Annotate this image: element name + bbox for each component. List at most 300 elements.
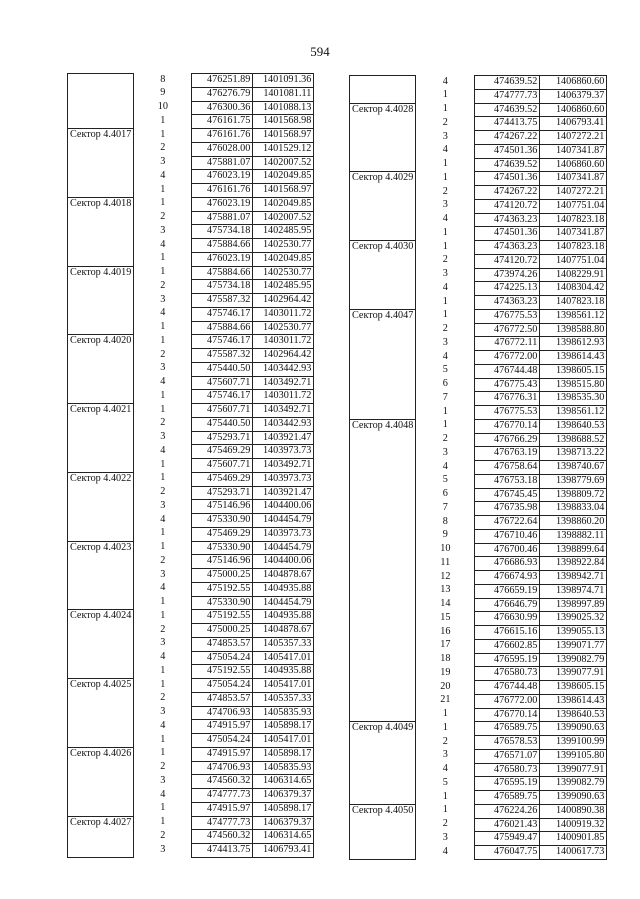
coordinate-x: 474853.57 (192, 692, 253, 706)
coordinate-x: 476589.75 (475, 722, 540, 736)
coordinate-x: 475949.47 (475, 832, 540, 846)
point-number: 3 (416, 199, 475, 213)
coordinate-y: 1403492.71 (253, 376, 314, 390)
coordinate-y: 1398640.53 (540, 708, 607, 722)
coordinate-y: 1398588.80 (540, 323, 607, 337)
coordinate-x: 474413.75 (192, 844, 253, 858)
coordinate-y: 1398535.30 (540, 392, 607, 406)
coordinate-x: 476770.14 (475, 708, 540, 722)
coordinate-y: 1398997.89 (540, 598, 607, 612)
coordinate-x: 476775.53 (475, 406, 540, 420)
coordinate-x: 474120.72 (475, 199, 540, 213)
point-number: 3 (134, 225, 192, 239)
point-number: 1 (416, 309, 475, 323)
point-number: 4 (134, 651, 192, 665)
point-number: 1 (416, 158, 475, 172)
point-number: 4 (134, 582, 192, 596)
coordinate-x: 476580.73 (475, 763, 540, 777)
point-number: 1 (416, 406, 475, 420)
coordinate-x: 474501.36 (475, 144, 540, 158)
coordinate-x: 473974.26 (475, 268, 540, 282)
coordinate-x: 476744.48 (475, 681, 540, 695)
point-number: 3 (416, 749, 475, 763)
coordinate-y: 1406860.60 (540, 158, 607, 172)
coordinate-y: 1407272.21 (540, 131, 607, 145)
point-number: 1 (416, 722, 475, 736)
point-number: 1 (134, 321, 192, 335)
coordinate-x: 475000.25 (192, 624, 253, 638)
coordinate-y: 1404454.79 (253, 514, 314, 528)
coordinate-x: 475054.24 (192, 679, 253, 693)
sector-label: Сектор 4.4048 (350, 419, 416, 722)
coordinate-x: 476744.48 (475, 364, 540, 378)
sector-label (350, 76, 416, 104)
coordinate-x: 476772.50 (475, 323, 540, 337)
coordinate-y: 1399082.79 (540, 653, 607, 667)
point-number: 8 (134, 74, 192, 88)
coordinate-x: 475054.24 (192, 651, 253, 665)
point-number: 1 (134, 459, 192, 473)
point-number: 16 (416, 626, 475, 640)
coordinate-x: 476161.76 (192, 129, 253, 143)
coordinate-y: 1402530.77 (253, 266, 314, 280)
table-row (68, 472, 314, 486)
point-number: 11 (416, 557, 475, 571)
point-number: 2 (416, 186, 475, 200)
coordinate-y: 1398779.69 (540, 474, 607, 488)
point-number: 2 (134, 624, 192, 638)
point-number: 4 (416, 763, 475, 777)
coordinate-y: 1406793.41 (540, 117, 607, 131)
coordinate-x: 475884.66 (192, 266, 253, 280)
coordinate-x: 475293.71 (192, 486, 253, 500)
coordinate-x: 475192.55 (192, 665, 253, 679)
coordinate-y: 1399025.32 (540, 612, 607, 626)
point-number: 1 (134, 679, 192, 693)
coordinate-x: 476700.46 (475, 543, 540, 557)
coordinate-y: 1402049.85 (253, 170, 314, 184)
coordinate-x: 475146.96 (192, 500, 253, 514)
point-number: 3 (134, 500, 192, 514)
coordinate-x: 476602.85 (475, 639, 540, 653)
table-row (350, 804, 607, 818)
point-number: 1 (134, 610, 192, 624)
sector-label: Сектор 4.4050 (350, 804, 416, 859)
coordinate-x: 476775.43 (475, 378, 540, 392)
point-number: 1 (416, 227, 475, 241)
point-number: 2 (134, 486, 192, 500)
point-number: 4 (134, 445, 192, 459)
coordinate-y: 1402049.85 (253, 252, 314, 266)
sector-label (68, 74, 134, 129)
coordinate-x: 475440.50 (192, 417, 253, 431)
coordinate-y: 1402007.52 (253, 156, 314, 170)
coordinate-x: 476646.79 (475, 598, 540, 612)
point-number: 4 (134, 720, 192, 734)
coordinate-x: 476775.53 (475, 309, 540, 323)
table-row (350, 419, 607, 433)
coordinate-x: 475607.71 (192, 459, 253, 473)
coordinate-x: 475293.71 (192, 431, 253, 445)
coordinate-x: 474777.73 (192, 789, 253, 803)
point-number: 4 (134, 789, 192, 803)
coordinate-x: 474267.22 (475, 186, 540, 200)
coordinate-x: 476224.26 (475, 804, 540, 818)
coordinate-x: 476615.16 (475, 626, 540, 640)
sector-label: Сектор 4.4022 (68, 472, 134, 541)
coordinate-y: 1406379.37 (253, 789, 314, 803)
coordinate-y: 1405835.93 (253, 761, 314, 775)
point-number: 5 (416, 364, 475, 378)
coordinate-x: 476659.19 (475, 584, 540, 598)
coordinate-y: 1403011.72 (253, 335, 314, 349)
point-number: 14 (416, 598, 475, 612)
sector-label: Сектор 4.4019 (68, 266, 134, 335)
point-number: 1 (134, 115, 192, 129)
point-number: 1 (134, 252, 192, 266)
point-number: 4 (416, 846, 475, 860)
coordinate-x: 476735.98 (475, 502, 540, 516)
point-number: 3 (134, 431, 192, 445)
coordinate-y: 1404935.88 (253, 665, 314, 679)
coordinate-x: 475440.50 (192, 362, 253, 376)
coordinate-x: 475000.25 (192, 569, 253, 583)
point-number: 1 (416, 89, 475, 103)
coordinate-x: 474363.23 (475, 213, 540, 227)
coordinate-y: 1401081.11 (253, 87, 314, 101)
point-number: 1 (416, 103, 475, 117)
coordinate-x: 474639.52 (475, 103, 540, 117)
coordinate-y: 1402964.42 (253, 294, 314, 308)
coordinate-y: 1401088.13 (253, 101, 314, 115)
coordinate-y: 1398833.04 (540, 502, 607, 516)
sector-label: Сектор 4.4017 (68, 129, 134, 198)
coordinate-y: 1401091.36 (253, 74, 314, 88)
coordinate-x: 475746.17 (192, 390, 253, 404)
coordinate-x: 476595.19 (475, 777, 540, 791)
coordinate-y: 1407272.21 (540, 186, 607, 200)
coordinate-y: 1398515.80 (540, 378, 607, 392)
point-number: 2 (134, 349, 192, 363)
point-number: 6 (416, 488, 475, 502)
point-number: 3 (416, 131, 475, 145)
coordinate-y: 1404400.06 (253, 500, 314, 514)
coordinate-x: 476028.00 (192, 142, 253, 156)
sector-label: Сектор 4.4024 (68, 610, 134, 679)
coordinate-x: 474706.93 (192, 706, 253, 720)
coordinate-y: 1398614.43 (540, 694, 607, 708)
point-number: 1 (134, 335, 192, 349)
point-number: 8 (416, 516, 475, 530)
point-number: 1 (134, 816, 192, 830)
point-number: 20 (416, 681, 475, 695)
coordinate-y: 1407341.87 (540, 172, 607, 186)
coordinate-y: 1398809.72 (540, 488, 607, 502)
point-number: 1 (134, 665, 192, 679)
coordinate-y: 1406314.65 (253, 830, 314, 844)
point-number: 3 (134, 294, 192, 308)
coordinate-y: 1403011.72 (253, 307, 314, 321)
sector-label: Сектор 4.4023 (68, 541, 134, 610)
coordinate-x: 476571.07 (475, 749, 540, 763)
coordinate-x: 476023.19 (192, 252, 253, 266)
point-number: 2 (416, 117, 475, 131)
point-number: 3 (416, 337, 475, 351)
point-number: 3 (134, 637, 192, 651)
coordinate-x: 475146.96 (192, 555, 253, 569)
coordinate-y: 1398612.93 (540, 337, 607, 351)
coordinate-y: 1403921.47 (253, 431, 314, 445)
coordinate-y: 1404935.88 (253, 582, 314, 596)
coordinate-y: 1406860.60 (540, 103, 607, 117)
coordinate-x: 476753.18 (475, 474, 540, 488)
point-number: 9 (416, 529, 475, 543)
left-coordinates-table (67, 73, 314, 858)
coordinate-y: 1405417.01 (253, 679, 314, 693)
coordinate-x: 476758.64 (475, 461, 540, 475)
point-number: 2 (134, 280, 192, 294)
coordinate-x: 476276.79 (192, 87, 253, 101)
coordinate-x: 476251.89 (192, 74, 253, 88)
page-number: 594 (310, 44, 330, 59)
point-number: 1 (134, 404, 192, 418)
sector-label: Сектор 4.4028 (350, 103, 416, 172)
coordinate-x: 475884.66 (192, 239, 253, 253)
sector-label: Сектор 4.4020 (68, 335, 134, 404)
coordinate-y: 1398942.71 (540, 571, 607, 585)
coordinate-x: 474915.97 (192, 802, 253, 816)
coordinate-x: 476772.11 (475, 337, 540, 351)
point-number: 1 (416, 296, 475, 310)
coordinate-y: 1402485.95 (253, 280, 314, 294)
coordinate-y: 1403973.73 (253, 472, 314, 486)
coordinate-y: 1403973.73 (253, 527, 314, 541)
point-number: 4 (134, 239, 192, 253)
coordinate-x: 476772.00 (475, 351, 540, 365)
point-number: 2 (134, 761, 192, 775)
coordinate-x: 476722.64 (475, 516, 540, 530)
coordinate-y: 1398640.53 (540, 419, 607, 433)
coordinate-x: 475469.29 (192, 445, 253, 459)
point-number: 3 (134, 844, 192, 858)
coordinate-y: 1399071.77 (540, 639, 607, 653)
point-number: 6 (416, 378, 475, 392)
coordinate-x: 476776.31 (475, 392, 540, 406)
point-number: 2 (416, 323, 475, 337)
coordinate-y: 1398614.43 (540, 351, 607, 365)
coordinate-x: 474363.23 (475, 241, 540, 255)
coordinate-x: 474777.73 (192, 816, 253, 830)
coordinate-y: 1399100.99 (540, 736, 607, 750)
point-number: 2 (416, 254, 475, 268)
sector-label: Сектор 4.4047 (350, 309, 416, 419)
table-row (350, 309, 607, 323)
coordinate-y: 1398882.11 (540, 529, 607, 543)
coordinate-x: 476589.75 (475, 791, 540, 805)
coordinate-y: 1405898.17 (253, 747, 314, 761)
point-number: 3 (134, 569, 192, 583)
point-number: 3 (416, 447, 475, 461)
table-row (350, 722, 607, 736)
coordinate-y: 1407751.04 (540, 254, 607, 268)
coordinate-y: 1398899.64 (540, 543, 607, 557)
coordinate-x: 475054.24 (192, 734, 253, 748)
coordinate-y: 1408304.42 (540, 282, 607, 296)
coordinate-x: 474706.93 (192, 761, 253, 775)
coordinate-x: 475884.66 (192, 321, 253, 335)
coordinate-x: 474120.72 (475, 254, 540, 268)
point-number: 3 (416, 268, 475, 282)
coordinate-x: 476745.45 (475, 488, 540, 502)
coordinate-y: 1400890.38 (540, 804, 607, 818)
table-row (350, 103, 607, 117)
point-number: 2 (416, 736, 475, 750)
coordinate-y: 1405357.33 (253, 692, 314, 706)
table-row (68, 266, 314, 280)
coordinate-y: 1403492.71 (253, 459, 314, 473)
coordinate-x: 475587.32 (192, 294, 253, 308)
point-number: 4 (134, 170, 192, 184)
table-row (68, 816, 314, 830)
coordinate-y: 1398605.15 (540, 681, 607, 695)
coordinate-x: 474639.52 (475, 76, 540, 90)
coordinate-y: 1406379.37 (540, 89, 607, 103)
coordinate-y: 1399055.13 (540, 626, 607, 640)
coordinate-y: 1403973.73 (253, 445, 314, 459)
coordinate-x: 475469.29 (192, 527, 253, 541)
coordinate-x: 475192.55 (192, 610, 253, 624)
coordinate-y: 1401529.12 (253, 142, 314, 156)
coordinate-x: 476630.99 (475, 612, 540, 626)
coordinate-x: 474363.23 (475, 296, 540, 310)
point-number: 1 (416, 708, 475, 722)
coordinate-x: 475607.71 (192, 376, 253, 390)
coordinate-y: 1400901.85 (540, 832, 607, 846)
point-number: 3 (134, 362, 192, 376)
point-number: 1 (134, 541, 192, 555)
point-number: 1 (134, 527, 192, 541)
point-number: 1 (416, 172, 475, 186)
point-number: 1 (134, 129, 192, 143)
point-number: 9 (134, 87, 192, 101)
coordinate-x: 475330.90 (192, 541, 253, 555)
coordinate-x: 474777.73 (475, 89, 540, 103)
coordinate-x: 476674.93 (475, 571, 540, 585)
coordinate-y: 1404878.67 (253, 624, 314, 638)
coordinate-x: 475734.18 (192, 225, 253, 239)
point-number: 10 (134, 101, 192, 115)
point-number: 1 (416, 419, 475, 433)
point-number: 4 (416, 282, 475, 296)
coordinate-x: 475746.17 (192, 335, 253, 349)
coordinate-x: 475330.90 (192, 514, 253, 528)
coordinate-y: 1402007.52 (253, 211, 314, 225)
coordinate-y: 1401568.97 (253, 129, 314, 143)
point-number: 1 (134, 197, 192, 211)
table-row (68, 610, 314, 624)
coordinate-y: 1405898.17 (253, 802, 314, 816)
coordinate-y: 1398561.12 (540, 309, 607, 323)
coordinate-y: 1399082.79 (540, 777, 607, 791)
point-number: 4 (416, 461, 475, 475)
coordinate-y: 1402485.95 (253, 225, 314, 239)
point-number: 1 (134, 472, 192, 486)
point-number: 2 (134, 417, 192, 431)
table-row (68, 129, 314, 143)
coordinate-y: 1402530.77 (253, 321, 314, 335)
coordinate-y: 1400919.32 (540, 818, 607, 832)
coordinate-x: 475587.32 (192, 349, 253, 363)
coordinate-x: 476021.43 (475, 818, 540, 832)
point-number: 3 (134, 156, 192, 170)
coordinate-y: 1403011.72 (253, 390, 314, 404)
coordinate-y: 1407823.18 (540, 213, 607, 227)
point-number: 3 (416, 832, 475, 846)
point-number: 5 (416, 777, 475, 791)
right-coordinates-table (349, 75, 607, 860)
coordinate-x: 476023.19 (192, 197, 253, 211)
point-number: 15 (416, 612, 475, 626)
table-row (68, 74, 314, 88)
coordinate-y: 1398688.52 (540, 433, 607, 447)
coordinate-y: 1399090.63 (540, 722, 607, 736)
point-number: 3 (134, 775, 192, 789)
coordinate-x: 476161.76 (192, 184, 253, 198)
sector-label: Сектор 4.4018 (68, 197, 134, 266)
coordinate-y: 1401568.97 (253, 184, 314, 198)
coordinate-x: 476710.46 (475, 529, 540, 543)
point-number: 4 (134, 514, 192, 528)
coordinate-x: 476766.29 (475, 433, 540, 447)
table-row (350, 76, 607, 90)
table-row (68, 335, 314, 349)
coordinate-y: 1399077.91 (540, 763, 607, 777)
coordinate-y: 1406379.37 (253, 816, 314, 830)
coordinate-y: 1403492.71 (253, 404, 314, 418)
coordinate-y: 1406860.60 (540, 76, 607, 90)
point-number: 2 (134, 142, 192, 156)
point-number: 1 (416, 241, 475, 255)
coordinate-x: 474501.36 (475, 172, 540, 186)
coordinate-x: 476763.19 (475, 447, 540, 461)
coordinate-x: 476161.75 (192, 115, 253, 129)
coordinate-y: 1404878.67 (253, 569, 314, 583)
table-row (350, 172, 607, 186)
coordinate-x: 476595.19 (475, 653, 540, 667)
coordinate-x: 474560.32 (192, 775, 253, 789)
point-number: 1 (416, 791, 475, 805)
point-number: 5 (416, 474, 475, 488)
point-number: 1 (134, 596, 192, 610)
coordinate-y: 1399077.91 (540, 667, 607, 681)
coordinate-x: 476772.00 (475, 694, 540, 708)
point-number: 1 (134, 390, 192, 404)
table-row (68, 404, 314, 418)
coordinate-x: 476580.73 (475, 667, 540, 681)
sector-label: Сектор 4.4029 (350, 172, 416, 241)
point-number: 7 (416, 502, 475, 516)
point-number: 1 (134, 747, 192, 761)
coordinate-x: 476686.93 (475, 557, 540, 571)
coordinate-y: 1407751.04 (540, 199, 607, 213)
coordinate-y: 1406793.41 (253, 844, 314, 858)
coordinate-x: 474413.75 (475, 117, 540, 131)
coordinate-y: 1398740.67 (540, 461, 607, 475)
coordinate-y: 1407823.18 (540, 296, 607, 310)
point-number: 4 (416, 144, 475, 158)
coordinate-y: 1400617.73 (540, 846, 607, 860)
coordinate-y: 1406314.65 (253, 775, 314, 789)
